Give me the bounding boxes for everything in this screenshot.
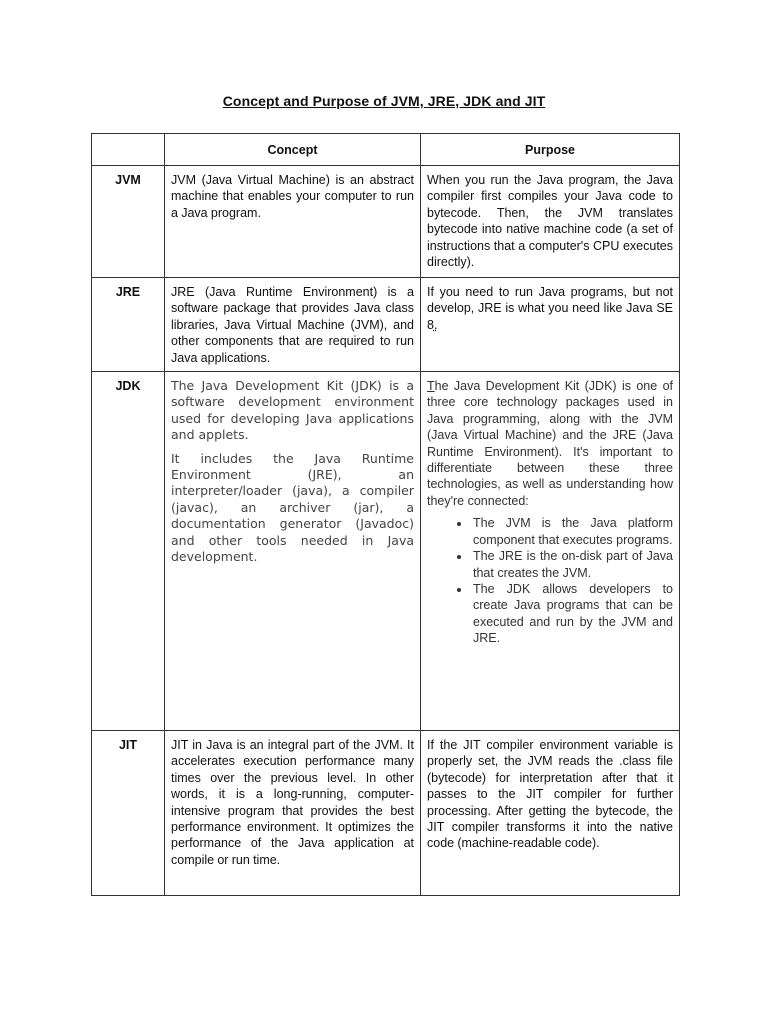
table-header-row <box>92 134 680 166</box>
concept-jre: JRE (Java Runtime Environment) is a software package that provides Java class libraries, Java Virtual Machine (JVM), and other components that are required to run Java applications. <box>165 278 421 372</box>
term-jvm: JVM <box>92 166 165 278</box>
concept-jvm: JVM (Java Virtual Machine) is an abstract machine that enables your computer to run a Java program. <box>165 166 421 278</box>
purpose-jdk-intro <box>427 378 673 509</box>
list-item: • The JVM is the Java platform component that executes programs. <box>471 515 673 548</box>
concept-jdk-paragraph-2: It includes the Java Runtime Environment (JRE), an interpreter/loader (java), a compiler (javac), an archiver (jar), a documentation generator (Javadoc) and other tools needed in Java development. <box>171 450 414 565</box>
purpose-jdk <box>421 372 680 731</box>
term-jit: JIT <box>92 731 165 896</box>
purpose-jvm: When you run the Java program, the Java compiler first compiles your Java code to bytecode. Then, the JVM translates bytecode into native machine code (a set of instructions that a computer's CPU executes directly). <box>421 166 680 278</box>
table-row-jit <box>92 731 680 896</box>
purpose-jdk-bullet-list <box>427 515 673 646</box>
concept-jdk-paragraph-1: The Java Development Kit (JDK) is a software development environment used for developing Java applications and applets. <box>171 378 414 443</box>
term-jdk: JDK <box>92 372 165 731</box>
purpose-jre-text: If you need to run Java programs, but not develop, JRE is what you need like Java SE 8 <box>427 285 673 332</box>
list-item: • The JDK allows developers to create Java programs that can be executed and run by the JVM and JRE. <box>471 581 673 647</box>
purpose-jre-end: . <box>433 317 438 332</box>
table-row-jvm <box>92 166 680 278</box>
concept-jdk <box>165 372 421 731</box>
purpose-jdk-first-letter: T <box>427 379 435 394</box>
purpose-jre <box>421 278 680 372</box>
concept-jit: JIT in Java is an integral part of the JVM. It accelerates execution performance many times over the previous level. In other words, it is a long-running, computer-intensive program that provides the best performance environment. It optimizes the performance of the Java application at compile or run time. <box>165 731 421 896</box>
table-row-jdk <box>92 372 680 731</box>
purpose-jdk-intro-text: he Java Development Kit (JDK) is one of three core technology packages used in Java programming, along with the JVM (Java Virtual Machine) and the JRE (Java Runtime Environment). It's important to differentiate between these three technologies, as well as understanding how they're connected: <box>427 379 673 508</box>
header-term <box>92 134 165 166</box>
list-item: • The JRE is the on-disk part of Java that creates the JVM. <box>471 548 673 581</box>
page-title: Concept and Purpose of JVM, JRE, JDK and JIT <box>222 93 546 109</box>
table-row-jre <box>92 278 680 372</box>
purpose-jit: If the JIT compiler environment variable is properly set, the JVM reads the .class file (bytecode) for interpretation after that it passes to the JIT compiler for further processing. After getting the bytecode, the JIT compiler transforms it into the native code (machine-readable code). <box>421 731 680 896</box>
comparison-table <box>91 133 680 896</box>
term-jre: JRE <box>92 278 165 372</box>
header-concept: Concept <box>165 134 421 166</box>
header-purpose: Purpose <box>421 134 680 166</box>
